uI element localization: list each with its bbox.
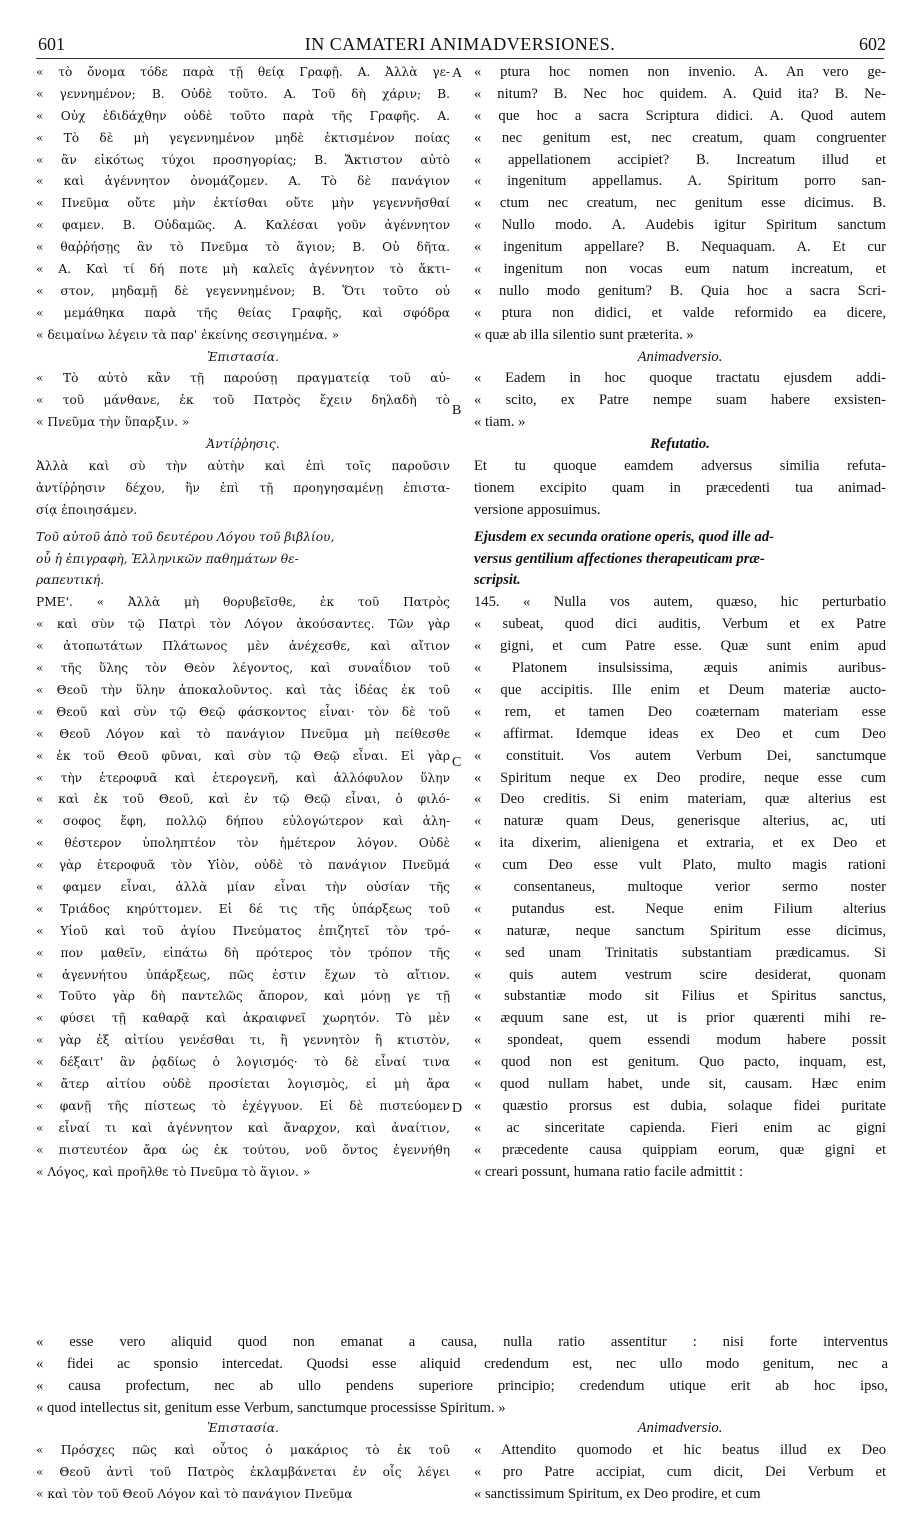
text-line: « ingenitum appellamus. A. Spiritum porro san- — [474, 173, 886, 190]
text-line: « substantiæ modo sit Filius et Spiritus sanctus, — [474, 988, 886, 1005]
latin-heading-refutatio: Refutatio. — [650, 436, 710, 453]
text-line: « sanctissimum Spiritum, ex Deo prodire, et cum — [474, 1485, 761, 1502]
text-line: « τὸ ὄνομα τόδε παρὰ τῇ θείᾳ Γραφῇ. Α. Ἀλλὰ γε- — [36, 65, 450, 79]
text-line: « ἀτοπωτάτων Πλάτωνος μὲν ἀνέχεσθε, καὶ αἴτιον — [36, 639, 450, 654]
text-line: « scito, ex Patre nempe suam habere exsisten- — [474, 392, 886, 409]
text-line: « πιστευτέον ἄρα ὡς ἐκ τούτου, νοῦ ὄντος ἐγεννήθη — [36, 1142, 450, 1157]
text-line: « Attendito quomodo et hic beatus illud ex Deo — [474, 1441, 886, 1458]
latin-heading-animadversio: Animadversio. — [637, 348, 723, 365]
text-line: « quis autem vestrum scire desiderat, quonam — [474, 966, 886, 983]
text-line: « φαμεν εἶναι, ἀλλὰ μίαν εἶναι τὴν οὐσίαν τῆς — [36, 879, 450, 894]
latin-bottom-text — [474, 1440, 886, 1506]
text-line: « Πνεῦμα τὴν ὕπαρξιν. » — [36, 415, 190, 430]
page-header — [30, 34, 890, 58]
text-line: « τοῦ μάνθανε, ἐκ τοῦ Πατρὸς ἔχειν δηλαδὴ τὸ — [36, 393, 450, 408]
text-line: « Θεοῦ καὶ σὺν τῷ Θεῷ φάσκοντος εἶναι· τὸν δὲ τοῦ — [36, 704, 450, 719]
latin-full-width-continuation — [36, 1332, 888, 1420]
margin-letter-a: A — [452, 66, 463, 81]
text-line: « æquum sane est, ut is prior quærenti mihi re- — [474, 1010, 886, 1027]
text-line: « Τὸ αὐτὸ κἂν τῇ παρούσῃ πραγματείᾳ τοῦ αὐ- — [36, 371, 450, 386]
text-line: « ingenitum appellare? B. Nequaquam. A. Et cur — [474, 239, 886, 256]
greek-epistasia-text — [36, 368, 450, 434]
text-line: versione apposuimus. — [474, 501, 601, 518]
greek-bottom-heading: Ἐπιστασία. — [207, 1421, 279, 1435]
text-line: « naturæ, neque sanctum Spiritum esse dicimus, — [474, 922, 886, 939]
text-line: « nullo modo genitum? B. Quia hoc a sacra Scri- — [474, 282, 886, 299]
text-line: « ἐκ τοῦ Θεοῦ φῦναι, καὶ σὺν τῷ Θεῷ εἶναι. Εἰ γὰρ — [36, 748, 450, 763]
text-line: « γεννημένον; Β. Οὐδὲ τοῦτο. Α. Τοῦ δὴ χάριν; Β. — [36, 86, 450, 101]
text-line: « Eadem in hoc quoque tractatu ejusdem addi- — [474, 370, 886, 387]
header-rule — [36, 58, 884, 59]
text-line: « ac sinceritate capienda. Fieri enim ac gigni — [474, 1119, 886, 1136]
text-line: ραπευτική. — [36, 573, 105, 588]
text-line: « εἶναί τι καὶ ἀγέννητον καὶ ἄναρχον, καὶ ἀναίτιον, — [36, 1120, 450, 1135]
text-line: « quod intellectus sit, genitum esse Verbum, sanctumque processisse Spiritum. » — [36, 1399, 506, 1416]
greek-heading-epistasia: Ἐπιστασία. — [207, 349, 279, 364]
text-line: « Platonem insulsissima, æquis animis auribus- — [474, 660, 886, 677]
text-line: ἀντίῤῥησιν δέχου, ἣν ἐπὶ τῇ προηγησαμένῃ ἐπιστα- — [36, 480, 450, 495]
text-line: « Deo creditis. Si enim materiam, quæ alterius est — [474, 791, 886, 808]
latin-section-title — [474, 527, 886, 593]
text-line: « θέστερον ὑποληπτέον τὸν ἡμέτερον λόγον. Οὐδὲ — [36, 836, 450, 851]
text-line: « καὶ ἀγέννητον ὀνομάζομεν. Α. Τὸ δὲ πανάγιον — [36, 174, 450, 189]
text-line: « καὶ ἐκ τοῦ Θεοῦ, καὶ ἐν τῷ Θεῷ εἶναι, ὁ φιλό- — [36, 792, 450, 807]
text-line: « quæstio prorsus est dubia, solaque fidei puritate — [474, 1097, 886, 1114]
text-line: Τοῦ αὐτοῦ ἀπὸ τοῦ δευτέρου Λόγου τοῦ βιβλίου, — [36, 529, 335, 544]
text-line: « quæ ab illa silentio sunt præterita. » — [474, 326, 694, 343]
text-line: « que accipitis. Ille enim et Deum materiæ aucto- — [474, 681, 886, 698]
text-line: versus gentilium affectiones therapeuticam præ- — [474, 550, 765, 567]
text-line: scripsit. — [474, 572, 521, 589]
latin-animadversio-text — [474, 368, 886, 434]
text-line: « que hoc a sacra Scriptura didici. A. Quod autem — [474, 107, 886, 124]
text-line: « Α. Καὶ τί δή ποτε μὴ καλεῖς ἀγέννητον τὸ ἄκτι- — [36, 262, 450, 277]
text-line: « ἀγεννήτου ὑπάρξεως, πῶς ἐστιν ἔχων τὸ αἴτιον. — [36, 967, 450, 982]
greek-heading-antirrhesis: Ἀντίῤῥησις. — [206, 437, 280, 452]
running-title: IN CAMATERI ANIMADVERSIONES. — [304, 34, 616, 54]
text-line: « δειμαίνω λέγειν τὰ παρ' ἐκείνης σεσιγημένα. » — [36, 327, 340, 342]
text-line: « pro Patre accipiat, cum dicit, Dei Verbum et — [474, 1463, 886, 1480]
left-page-number: 601 — [38, 34, 65, 54]
text-line: « Θεοῦ ἀντὶ τοῦ Πατρὸς ἐκλαμβάνεται ἐν οἷς λέγει — [36, 1464, 450, 1479]
latin-refutatio-text — [474, 456, 886, 522]
text-line: « cum Deo esse vult Plato, multo magis rationi — [474, 857, 886, 874]
text-line: « tiam. » — [474, 414, 526, 431]
text-line: « Τριάδος κηρύττομεν. Εἰ δέ τις τῆς ὑπάρξεως τοῦ — [36, 901, 450, 916]
text-line: « quod nullam habet, unde sit, causam. Hæc enim — [474, 1075, 886, 1092]
text-line: « Τοῦτο γὰρ δὴ παντελῶς ἄπορον, καὶ μόνῃ γε τῇ — [36, 989, 450, 1004]
margin-letter-c: C — [452, 755, 462, 770]
text-line: « Πρόσχες πῶς καὶ οὗτος ὁ μακάριος τὸ ἐκ τοῦ — [36, 1442, 450, 1457]
latin-bottom-heading: Animadversio. — [637, 1420, 723, 1436]
text-line: « ἂν εἰκότως τύχοι προσηγορίας; Β. Ἄκτιστον αὐτὸ — [36, 152, 450, 167]
text-line: « spondeat, quem essendi modum habere possit — [474, 1032, 886, 1049]
text-line: « creari possunt, humana ratio facile admittit : — [474, 1163, 744, 1180]
latin-bottom-block — [474, 1418, 886, 1506]
greek-column — [36, 62, 450, 1183]
text-line: « fidei ac sponsio intercedat. Quodsi esse aliquid credendum est, nec ullo modo genitum, nec a — [36, 1355, 888, 1372]
latin-column — [474, 62, 886, 1183]
text-line: « τὴν ἑτεροφυᾶ καὶ ἑτερογενῆ, καὶ ἀλλόφυλον ὕλην — [36, 770, 450, 785]
latin-dialogue — [474, 62, 886, 347]
greek-antirrhesis-text — [36, 456, 450, 522]
text-line: « Πνεῦμα οὔτε μὴν ἐκτίσθαι οὔτε μὴν γεγεννῆσθαί — [36, 196, 450, 211]
text-line: « φαμεν. Β. Οὐδαμῶς. Α. Καλέσαι γοῦν ἀγέννητον — [36, 218, 450, 233]
text-line: « στον, μηδαμῇ δὲ γεγεννημένον; Β. Ὅτι τοῦτο οὐ — [36, 283, 450, 298]
text-line: « ctum nec creatum, nec genitum esse dicimus. B. — [474, 195, 886, 212]
text-line: « Λόγος, καὶ προῆλθε τὸ Πνεῦμα τὸ ἅγιον. » — [36, 1164, 311, 1179]
text-line: « subeat, quod dici auditis, Verbum et ex Patre — [474, 616, 886, 633]
text-line: « γὰρ ἑτεροφυᾶ τὸν Υἱὸν, οὐδὲ τὸ πανάγιον Πνεῦμά — [36, 858, 450, 873]
text-line: « quod non est genitum. Quo pacto, inquam, est, — [474, 1054, 886, 1071]
margin-letter-d: D — [452, 1101, 463, 1116]
text-line: « καὶ τὸν τοῦ Θεοῦ Λόγον καὶ τὸ πανάγιον Πνεῦμα — [36, 1486, 353, 1501]
text-line: 145. « Nulla vos autem, quæso, hic perturbatio — [474, 594, 886, 611]
text-line: « σοφος ἔφη, πολλῷ δήπου εὐλογώτερον καὶ ἀλη- — [36, 814, 450, 829]
text-line: ΡΜΕ'. « Ἀλλὰ μὴ θορυβεῖσθε, ἐκ τοῦ Πατρὸς — [36, 595, 450, 610]
greek-bottom-text — [36, 1440, 450, 1506]
text-line: « Spiritum neque ex Deo prodire, neque esse cum — [474, 769, 886, 786]
text-line: σίᾳ ἐποιησάμεν. — [36, 502, 138, 517]
text-line: « Θεοῦ Λόγον καὶ τὸ πανάγιον Πνεῦμα μὴ πείθεσθε — [36, 726, 450, 741]
text-line: « Οὐχ ἐδιδάχθην οὐδὲ τοῦτο παρὰ τῆς Γραφῆς. Α. — [36, 108, 450, 123]
text-line: « ita dixerim, alienigena et extraria, et ex Deo et — [474, 835, 886, 852]
text-line: « ptura non didici, et valde reformido ea dicere, — [474, 304, 886, 321]
text-line: « θαῤῥήσῃς ἂν τὸ Πνεῦμα τὸ ἅγιον; Β. Οὐ δῆτα. — [36, 240, 450, 255]
text-line: « ingenitum non vocas eum natum increatum, et — [474, 261, 886, 278]
text-line: « causa profectum, nec ab ullo pendens superiore principio; credendum utique erit ab hoc ipso, — [36, 1377, 888, 1394]
text-line: οὗ ἡ ἐπιγραφὴ, Ἑλληνικῶν παθημάτων θε- — [36, 551, 299, 566]
text-line: « δέξαιτ' ἂν ῥᾳδίως ὁ λογισμός· τὸ δὲ εἶναί τινα — [36, 1055, 450, 1070]
greek-dialogue — [36, 62, 450, 347]
text-line: « sed unam Trinitatis substantiam prædicamus. Si — [474, 944, 886, 961]
text-line: « rem, et tamen Deo coæternam materiam esse — [474, 703, 886, 720]
text-line: « φύσει τῇ καθαρᾷ καὶ ἀκραιφνεῖ χωρητόν. Τὸ μὲν — [36, 1011, 450, 1026]
text-line: « consentaneus, multoque verior sermo noster — [474, 878, 886, 895]
right-page-number: 602 — [859, 34, 886, 54]
text-line: « γὰρ ἐξ αἰτίου γενέσθαι τι, ἢ γεννητὸν ἢ κτιστὸν, — [36, 1033, 450, 1048]
text-line: « Υἱοῦ καὶ τοῦ ἁγίου Πνεύματος ἐπιζητεῖ τὸν τρό- — [36, 923, 450, 938]
text-line: « putandus est. Neque enim Filium alterius — [474, 900, 886, 917]
text-line: « Nullo modo. A. Audebis igitur Spiritum sanctum — [474, 217, 886, 234]
text-line: « nec genitum est, nec creatum, quam congruenter — [474, 129, 886, 146]
text-line: « naturæ quam Deus, generisque alterius, ac, uti — [474, 813, 886, 830]
greek-section-title — [36, 527, 450, 593]
text-line: tionem excipito quam in præcedenti tua animad- — [474, 479, 886, 496]
text-line: « Θεοῦ τὴν ὕλην ἀποκαλοῦντος. καὶ τὰς ἰδέας ἐκ τοῦ — [36, 682, 450, 697]
text-line: « ptura hoc nomen non invenio. A. An vero ge- — [474, 64, 886, 80]
text-line: « ἄτερ αἰτίου οὐδὲ προσίεται λογισμὸς, εἰ μὴ ἄρα — [36, 1076, 450, 1091]
text-line: « præcedente causa quippiam eorum, quæ gigni et — [474, 1141, 886, 1158]
text-line: « affirmat. Idemque ideas ex Deo et cum Deo — [474, 725, 886, 742]
text-line: « καὶ σὺν τῷ Πατρὶ τὸν Λόγον ἀκούσαντες. Τῶν γὰρ — [36, 617, 450, 632]
text-line: « τῆς ὕλης τὸν Θεὸν λέγοντος, καὶ συναΐδιον τοῦ — [36, 661, 450, 676]
text-line: « φανῇ τῆς πίστεως τὸ ἐχέγγυον. Εἰ δὲ πιστεύομεν — [36, 1098, 450, 1113]
text-line: « μεμάθηκα παρὰ τῆς θείας Γραφῆς, καὶ σφόδρα — [36, 305, 450, 320]
text-line: « esse vero aliquid quod non emanat a causa, nulla ratio assentitur : nisi forte interventus — [36, 1334, 888, 1350]
greek-section-text — [36, 592, 450, 1183]
text-line: « constituit. Vos autem Verbum Dei, sanctumque — [474, 747, 886, 764]
text-line: « gigni, et cum Patre esse. Quæ sunt enim apud — [474, 638, 886, 655]
text-line: « appellationem accipiet? B. Increatum illud et — [474, 151, 886, 168]
text-line: « nitum? B. Nec hoc quidem. A. Quid ita? B. Ne- — [474, 85, 886, 102]
text-line: Ejusdem ex secunda oratione operis, quod ille ad- — [474, 528, 774, 545]
margin-letter-b: B — [452, 403, 462, 418]
text-line: « πον μαθεῖν, εἰπάτω δὴ πρότερος τὸν τρόπον τῆς — [36, 945, 450, 960]
text-line: Et tu quoque eamdem adversus similia refuta- — [474, 458, 886, 475]
greek-bottom-block — [36, 1418, 450, 1506]
latin-section-text — [474, 592, 886, 1183]
text-line: Ἀλλὰ καὶ σὺ τὴν αὐτὴν καὶ ἐπὶ τοῖς παροῦσιν — [36, 459, 450, 474]
text-line: « Τὸ δὲ μὴ γεγεννημένον μηδὲ ἐκτισμένον ποίας — [36, 130, 450, 145]
